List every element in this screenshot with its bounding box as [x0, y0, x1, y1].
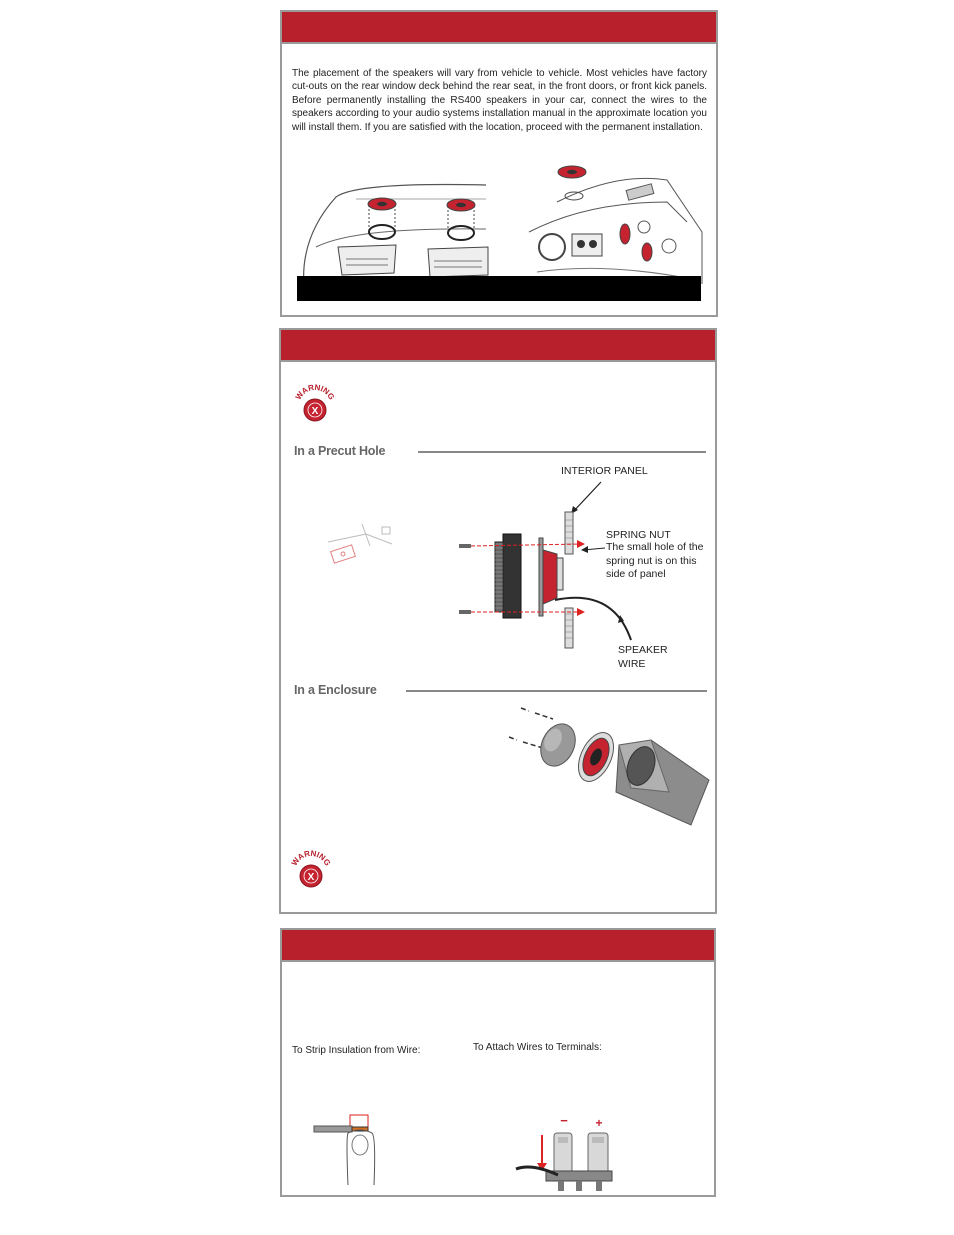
warning-icon: [289, 848, 333, 892]
mounting-panel: [279, 328, 717, 914]
svg-text:WARNING: WARNING: [293, 382, 337, 402]
enclosure-exploded-diagram: [501, 700, 716, 830]
strip-wire-illustration: [310, 1113, 380, 1188]
divider-line: [406, 690, 707, 692]
svg-text:X: X: [311, 406, 319, 417]
section-header-bar: [282, 12, 716, 44]
subhead-enclosure: In a Enclosure: [294, 683, 377, 697]
warning-icon: [293, 382, 337, 426]
interior-panel-label: INTERIOR PANEL: [561, 465, 648, 477]
spring-nut-label: SPRING NUT: [606, 529, 671, 541]
rear-deck-illustration: [296, 177, 496, 292]
wiring-panel: [280, 928, 716, 1197]
dashboard-illustration: [527, 162, 705, 287]
attach-wires-label: To Attach Wires to Terminals:: [473, 1042, 602, 1053]
minus-sign: −: [560, 1115, 568, 1128]
section-header-bar: [282, 930, 714, 962]
speaker-wire-label-1: SPEAKER: [618, 644, 668, 656]
svg-text:WARNING: WARNING: [289, 848, 333, 868]
plus-sign: +: [595, 1116, 603, 1130]
section-header-bar: [281, 330, 715, 362]
divider-line: [418, 451, 706, 453]
svg-text:X: X: [307, 872, 315, 883]
placement-intro-text: The placement of the speakers will vary from vehicle to vehicle. Most vehicles have factory cut-outs on the rear window deck behind the rear seat, in the front doors, or front kick panels. Before permanently installing the RS400 speakers in your car, connect the wires to the speakers according to your audio systems installation manual in the approximate location you will install them. If you are satisfied with the location, proceed with the permanent installation.: [292, 68, 707, 133]
image-black-strip: [297, 276, 701, 301]
terminal-illustration: [514, 1115, 614, 1193]
strip-insulation-label: To Strip Insulation from Wire:: [292, 1045, 421, 1056]
mounting-bracket-icon: [326, 522, 396, 572]
speaker-wire-label-2: WIRE: [618, 658, 646, 670]
subhead-precut-hole: In a Precut Hole: [294, 444, 386, 458]
spring-nut-note: The small hole of the spring nut is on this side of panel: [606, 541, 704, 580]
speaker-placement-panel: [280, 10, 718, 317]
